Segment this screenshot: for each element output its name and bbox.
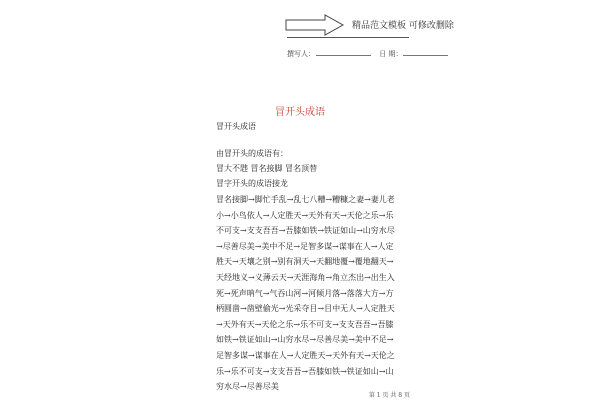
page-number: 第 1 页 共 8 页 <box>368 392 410 399</box>
intro-text: 由冒开头的成语有： <box>216 149 288 158</box>
idiom-list: 冒大不韪 冒名接脚 冒名顶替 <box>216 164 318 173</box>
date-blank <box>403 49 448 56</box>
document-subtitle: 冒开头成语 <box>216 122 256 131</box>
meta-row <box>287 49 448 59</box>
date-label: 日 期： <box>379 50 403 58</box>
author-blank <box>316 49 371 56</box>
arrow-icon <box>285 14 345 36</box>
author-label: 撰写人： <box>287 50 315 58</box>
template-banner: 精品范文模板 可修改删除 <box>352 21 454 31</box>
header-divider <box>287 37 409 38</box>
chain-heading: 冒字开头的成语接龙 <box>216 179 288 188</box>
idiom-chain-paragraph: 冒名接脚→脚忙手乱→乱七八糟→糟糠之妻→妻儿老小→小鸟依人→人定胜天→天外有天→天伦之乐→乐不可支→支支吾吾→吾膝如铁→铁证如山→山穷水尽→尽善尽美→美中不足→足智多谋→谋事在人→人定胜天→天壤之别→别有洞天→天翻地覆→覆地翻天→天经地义→义薄云天→天涯海角→角立杰出→出生入死→死声呐气→气吞山河→河倾月落→落落大方→方柄圆凿→凿壁偷光→光采夺目→目中无人→人定胜天→天外有天→天伦之乐→乐不可支→支支吾吾→吾膝如铁→铁证如山→山穷水尽→尽善尽美→美中不足→足智多谋→谋事在人→人定胜天→天外有天→天伦之乐→乐不可支→支支吾吾→吾膝如铁→铁证如山→山穷水尽→尽善尽美 <box>216 195 395 392</box>
document-title: 冒开头成语 <box>275 107 325 118</box>
